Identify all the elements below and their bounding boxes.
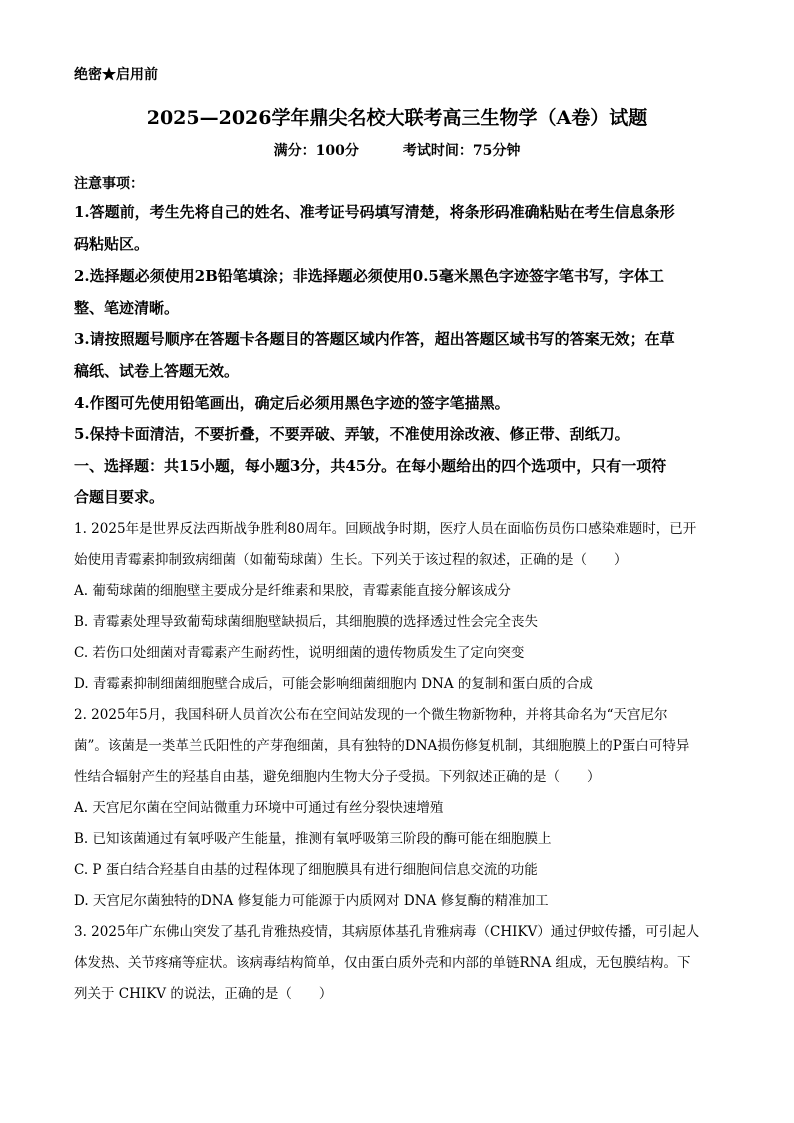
question-2-option-c: C. P 蛋白结合羟基自由基的过程体现了细胞膜具有进行细胞间信息交流的功能 xyxy=(74,862,538,878)
question-3-stem: 3. 2025年广东佛山突发了基孔肯雅热疫情，其病原体基孔肯雅病毒（CHIKV）通过伊蚊传播，可引起人 xyxy=(74,924,700,940)
section-heading: 一、选择题：共15小题，每小题3分，共45分。在每小题给出的四个选项中，只有一项符 xyxy=(74,457,667,475)
note-line: 码粘贴区。 xyxy=(74,235,150,253)
question-3-stem: 体发热、关节疼痛等症状。该病毒结构简单，仅由蛋白质外壳和内部的单链RNA 组成，无包膜结构。下 xyxy=(74,955,691,971)
confidential-label: 绝密★启用前 xyxy=(74,67,158,83)
question-2-option-b: B. 已知该菌通过有氧呼吸产生能量，推测有氧呼吸第三阶段的酶可能在细胞膜上 xyxy=(74,831,552,847)
note-line: 4.作图可先使用铅笔画出，确定后必须用黑色字迹的签字笔描黑。 xyxy=(74,394,510,412)
section-heading-cont: 合题目要求。 xyxy=(74,488,165,506)
note-line: 整、笔迹清晰。 xyxy=(74,299,180,317)
exam-subtitle xyxy=(0,140,794,160)
question-2-option-d: D. 天宫尼尔菌独特的DNA 修复能力可能源于内质网对 DNA 修复酶的精准加工 xyxy=(74,893,549,909)
question-1-option-a: A. 葡萄球菌的细胞壁主要成分是纤维素和果胶，青霉素能直接分解该成分 xyxy=(74,583,511,599)
question-2-stem: 性结合辐射产生的羟基自由基，避免细胞内生物大分子受损。下列叙述正确的是（ ） xyxy=(74,769,601,785)
exam-title: 2025—2026学年鼎尖名校大联考高三生物学（A卷）试题 xyxy=(146,107,648,129)
question-2-stem: 2. 2025年5月，我国科研人员首次公布在空间站发现的一个微生物新物种，并将其命名为“天宫尼尔 xyxy=(74,707,668,723)
note-line: 3.请按照题号顺序在答题卡各题目的答题区域内作答，超出答题区域书写的答案无效；在草 xyxy=(74,330,675,348)
note-line: 稿纸、试卷上答题无效。 xyxy=(74,362,240,380)
note-line: 2.选择题必须使用2B铅笔填涂；非选择题必须使用0.5毫米黑色字迹签字笔书写，字体工 xyxy=(74,267,664,285)
question-2-stem: 菌”。该菌是一类革兰氏阳性的产芽孢细菌，具有独特的DNA损伤修复机制，其细胞膜上的P蛋白可特异 xyxy=(74,738,690,754)
question-1-option-c: C. 若伤口处细菌对青霉素产生耐药性，说明细菌的遗传物质发生了定向突变 xyxy=(74,645,525,661)
question-3-stem: 列关于 CHIKV 的说法，正确的是（ ） xyxy=(74,986,333,1002)
notes-heading: 注意事项： xyxy=(74,176,144,192)
note-line: 5.保持卡面清洁，不要折叠，不要弄破、弄皱，不准使用涂改液、修正带、刮纸刀。 xyxy=(74,425,630,443)
full-score: 满分：100分 xyxy=(273,143,359,159)
question-1-stem: 1. 2025年是世界反法西斯战争胜利80周年。回顾战争时期，医疗人员在面临伤员伤口感染难题时，已开 xyxy=(74,521,697,537)
exam-time: 考试时间：75分钟 xyxy=(402,143,521,159)
question-1-option-d: D. 青霉素抑制细菌细胞壁合成后，可能会影响细菌细胞内 DNA 的复制和蛋白质的合成 xyxy=(74,676,593,692)
note-line: 1.答题前，考生先将自己的姓名、准考证号码填写清楚，将条形码准确粘贴在考生信息条形 xyxy=(74,203,675,221)
question-1-stem: 始使用青霉素抑制致病细菌（如葡萄球菌）生长。下列关于该过程的叙述，正确的是（ ） xyxy=(74,552,628,568)
question-2-option-a: A. 天宫尼尔菌在空间站微重力环境中可通过有丝分裂快速增殖 xyxy=(74,800,444,816)
question-1-option-b: B. 青霉素处理导致葡萄球菌细胞壁缺损后，其细胞膜的选择透过性会完全丧失 xyxy=(74,614,539,630)
